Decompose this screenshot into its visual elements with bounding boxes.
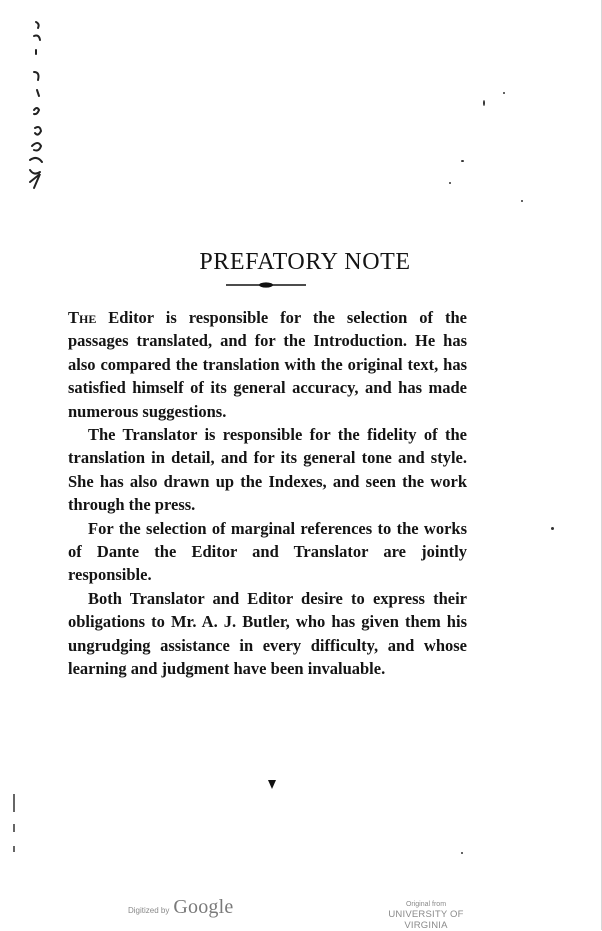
- paragraph: [68, 306, 467, 423]
- digitized-by-label: Digitized by: [128, 906, 170, 915]
- printer-mark-icon: [268, 780, 276, 790]
- scan-speck: [551, 527, 554, 530]
- paragraph: [68, 517, 467, 587]
- paragraph-text: Both Translator and Editor desire to express their obligations to Mr. A. J. Butler, who has given them his ungrudging assistance in every difficulty, and whose learning and judgment have been invaluable.: [68, 588, 467, 679]
- paragraph-text: Editor is responsible for the selection of the passages translated, and for the Introduction. He has also compared the translation with the original text, has satisfied himself of its general accuracy, and has made numerous suggestions.: [68, 308, 467, 421]
- paragraph-text: For the selection of marginal references to the works of Dante the Editor and Translator are jointly responsible.: [68, 518, 467, 585]
- prefatory-note-body: [68, 306, 467, 681]
- scan-speck: [483, 100, 485, 106]
- scan-speck: [461, 160, 464, 162]
- handwritten-margin-mark: [22, 18, 62, 198]
- paragraph-text: The Translator is responsible for the fidelity of the translation in detail, and for its general tone and style. She has also drawn up the Indexes, and seen the work through the press.: [68, 425, 467, 515]
- scan-speck: [461, 852, 463, 854]
- scan-speck: [449, 182, 451, 184]
- page-title: PREFATORY NOTE: [199, 249, 411, 276]
- original-source-watermark: [368, 900, 484, 931]
- ornament-rule: [226, 280, 306, 290]
- scan-speck: [503, 92, 505, 94]
- scan-speck: [521, 200, 523, 202]
- institution-name: UNIVERSITY OF VIRGINIA: [388, 909, 464, 931]
- paragraph: [68, 587, 467, 681]
- digitized-by-watermark: [128, 896, 233, 919]
- margin-marks: [10, 790, 20, 860]
- original-from-label: Original from: [405, 901, 447, 908]
- google-logo: Google: [173, 896, 234, 918]
- opening-word: The: [68, 308, 97, 327]
- paragraph: [68, 423, 467, 517]
